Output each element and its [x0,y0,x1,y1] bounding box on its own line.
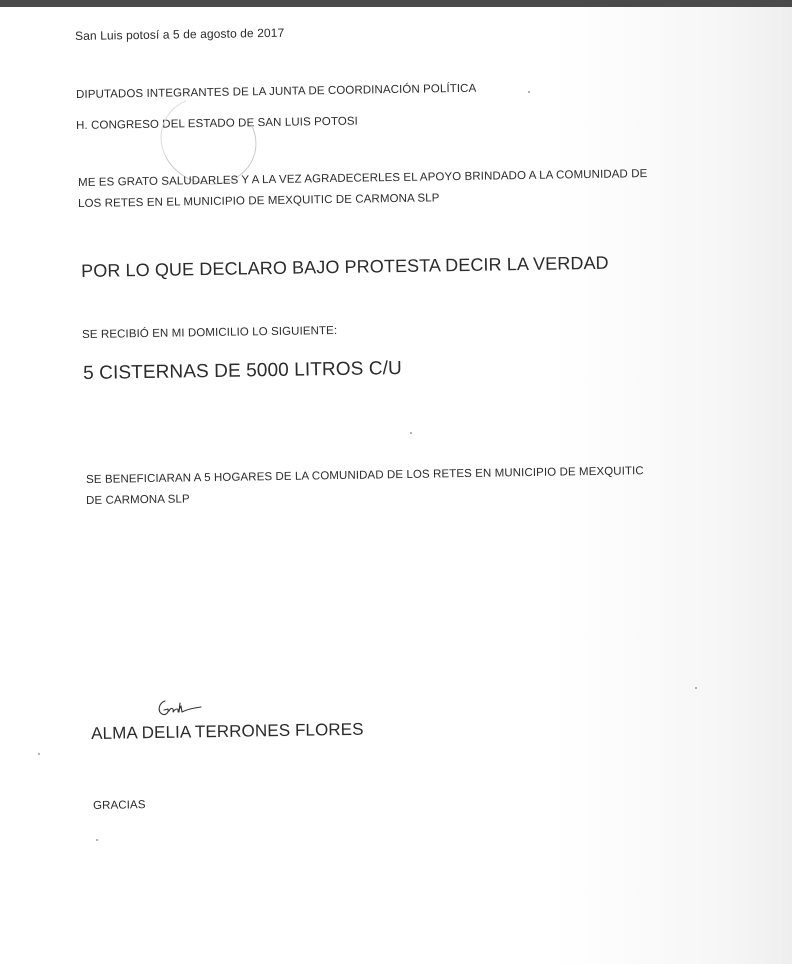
recipient-line-1: DIPUTADOS INTEGRANTES DE LA JUNTA DE COORDINACIÓN POLÍTICA [76,82,477,101]
signer-name: ALMA DELIA TERRONES FLORES [91,719,364,743]
greeting-line-2: LOS RETES EN EL MUNICIPIO DE MEXQUITIC DE CARMONA SLP [78,192,440,210]
recipient-line-2: H. CONGRESO DEL ESTADO DE SAN LUIS POTOSI [76,115,359,132]
greeting-line-1: ME ES GRATO SALUDARLES Y A LA VEZ AGRADECERLES EL APOYO BRINDADO A LA COMUNIDAD DE [78,168,648,189]
scan-speck [96,839,98,841]
signature-mark [155,697,205,719]
scan-top-edge [0,0,792,7]
scan-speck [528,91,530,93]
closing-text: GRACIAS [93,799,146,812]
received-label: SE RECIBIÓ EN MI DOMICILIO LO SIGUIENTE: [82,324,338,341]
scan-speck [695,687,697,689]
date-line: San Luis potosí a 5 de agosto de 2017 [75,25,285,43]
letter-page [0,7,792,964]
scan-speck [410,432,412,434]
beneficiaries-line-1: SE BENEFICIARAN A 5 HOGARES DE LA COMUNIDAD DE LOS RETES EN MUNICIPIO DE MEXQUITIC [86,465,644,486]
received-item: 5 CISTERNAS DE 5000 LITROS C/U [83,357,403,384]
declaration-heading: POR LO QUE DECLARO BAJO PROTESTA DECIR LA VERDAD [81,252,609,281]
beneficiaries-line-2: DE CARMONA SLP [86,493,190,507]
scan-speck [38,753,40,755]
